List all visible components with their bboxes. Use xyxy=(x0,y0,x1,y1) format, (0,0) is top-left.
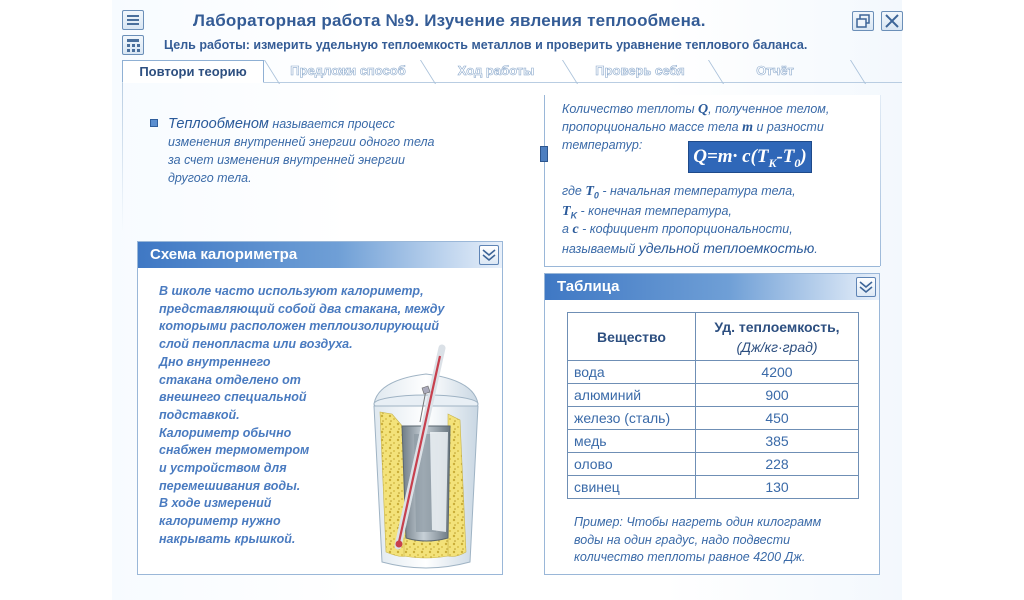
specific-heat-table-panel xyxy=(544,273,880,575)
tab-work-progress[interactable]: Ход работы xyxy=(457,63,535,78)
substance-cell: железо (сталь) xyxy=(568,407,696,430)
formula-text-line: Количество теплоты Q, полученное телом, xyxy=(562,102,830,117)
formula-text-line: пропорционально массе тела m и разности xyxy=(562,120,824,135)
definition-text: другого тела. xyxy=(168,171,252,185)
tab-report[interactable]: Отчёт xyxy=(756,63,794,78)
scheme-text-line: стакана отделено от xyxy=(159,373,301,387)
scheme-text-line: которыми расположен теплоизолирующий xyxy=(159,319,440,333)
calorimeter-illustration xyxy=(364,342,494,572)
heat-formula: $Q=m\cdot c(T_K-T_0)$ xyxy=(688,141,812,173)
collapse-icon[interactable] xyxy=(856,277,876,297)
scheme-text-line: слой пенопласта или воздуха. xyxy=(159,337,353,351)
work-goal: Цель работы: измерить удельную теплоемкость металлов и проверить уравнение теплового баланса. xyxy=(164,38,808,52)
formula-text-line: где $T_0$ - начальная температура тела, xyxy=(562,184,796,201)
substance-cell: свинец xyxy=(568,476,696,499)
definition-text: за счет изменения внутренней энергии xyxy=(168,153,406,167)
value-cell: 450 xyxy=(696,407,859,430)
substance-cell: алюминий xyxy=(568,384,696,407)
scheme-text-line: внешнего специальной xyxy=(159,390,307,404)
tab-self-check[interactable]: Проверь себя xyxy=(595,63,685,78)
value-cell: 385 xyxy=(696,430,859,453)
table-row xyxy=(568,361,859,384)
calculator-icon[interactable] xyxy=(122,35,144,55)
definition-text: изменения внутренней энергии одного тела xyxy=(168,135,435,149)
formula-text-line: а c - кофициент пропорциональности, xyxy=(562,222,793,237)
panel-header xyxy=(545,274,879,300)
scheme-text-line: представляющий собой два стакана, между xyxy=(159,302,445,316)
value-cell: 130 xyxy=(696,476,859,499)
scheme-text-line: накрывать крышкой. xyxy=(159,532,296,546)
menu-icon[interactable] xyxy=(122,10,144,30)
value-cell: 4200 xyxy=(696,361,859,384)
table-row xyxy=(568,384,859,407)
scheme-text-line: снабжен термометром xyxy=(159,443,310,457)
formula-text-line: $T_K$ - конечная температура, xyxy=(562,204,732,221)
definition-term: Теплообменом xyxy=(168,116,269,132)
calorimeter-scheme-panel xyxy=(137,241,503,575)
heat-exchange-definition xyxy=(150,115,490,187)
table-row xyxy=(568,430,859,453)
tab-propose-method[interactable]: Предложи способ xyxy=(290,63,406,78)
formula-text-line: температур: xyxy=(562,138,643,152)
scheme-text-line: В ходе измерений xyxy=(159,496,272,510)
scheme-text-line: подставкой. xyxy=(159,408,240,422)
column-header-specific-heat: Уд. теплоемкость, (Дж/кг·град) xyxy=(696,313,859,361)
restore-window-icon[interactable] xyxy=(852,11,874,31)
definition-text: называется процесс xyxy=(268,117,395,131)
close-window-icon[interactable] xyxy=(881,11,903,31)
table-header-row xyxy=(568,313,859,361)
substance-cell: вода xyxy=(568,361,696,384)
scheme-text-line: калориметр нужно xyxy=(159,514,281,528)
box-handle-icon[interactable] xyxy=(540,146,548,162)
table-row xyxy=(568,476,859,499)
scheme-text-line: Калориметр обычно xyxy=(159,426,292,440)
collapse-icon[interactable] xyxy=(479,245,499,265)
substance-cell: медь xyxy=(568,430,696,453)
tab-review-theory[interactable]: Повтори теорию xyxy=(122,60,264,83)
substance-cell: олово xyxy=(568,453,696,476)
value-cell: 900 xyxy=(696,384,859,407)
scheme-text-line: Дно внутреннего xyxy=(159,355,271,369)
panel-title: Схема калориметра xyxy=(150,246,298,263)
table-row xyxy=(568,407,859,430)
example-note: Пример: Чтобы нагреть один килограмм воды на один градус, надо подвести количество теплоты равное 4200 Дж. xyxy=(574,515,822,564)
scheme-text-line: перемешивания воды. xyxy=(159,479,301,493)
scheme-text-line: В школе часто используют калориметр, xyxy=(159,284,424,298)
scheme-text-line: и устройством для xyxy=(159,461,287,475)
table-row xyxy=(568,453,859,476)
panel-header xyxy=(138,242,502,268)
page-title: Лабораторная работа №9. Изучение явления теплообмена. xyxy=(193,11,706,30)
bullet-icon xyxy=(150,119,158,127)
specific-heat-table xyxy=(567,312,859,499)
panel-title: Таблица xyxy=(557,278,620,295)
column-header-substance: Вещество xyxy=(568,313,696,361)
content-frame-edge xyxy=(122,82,123,232)
value-cell: 228 xyxy=(696,453,859,476)
formula-text-line: называемый удельной теплоемкостью. xyxy=(562,240,818,256)
